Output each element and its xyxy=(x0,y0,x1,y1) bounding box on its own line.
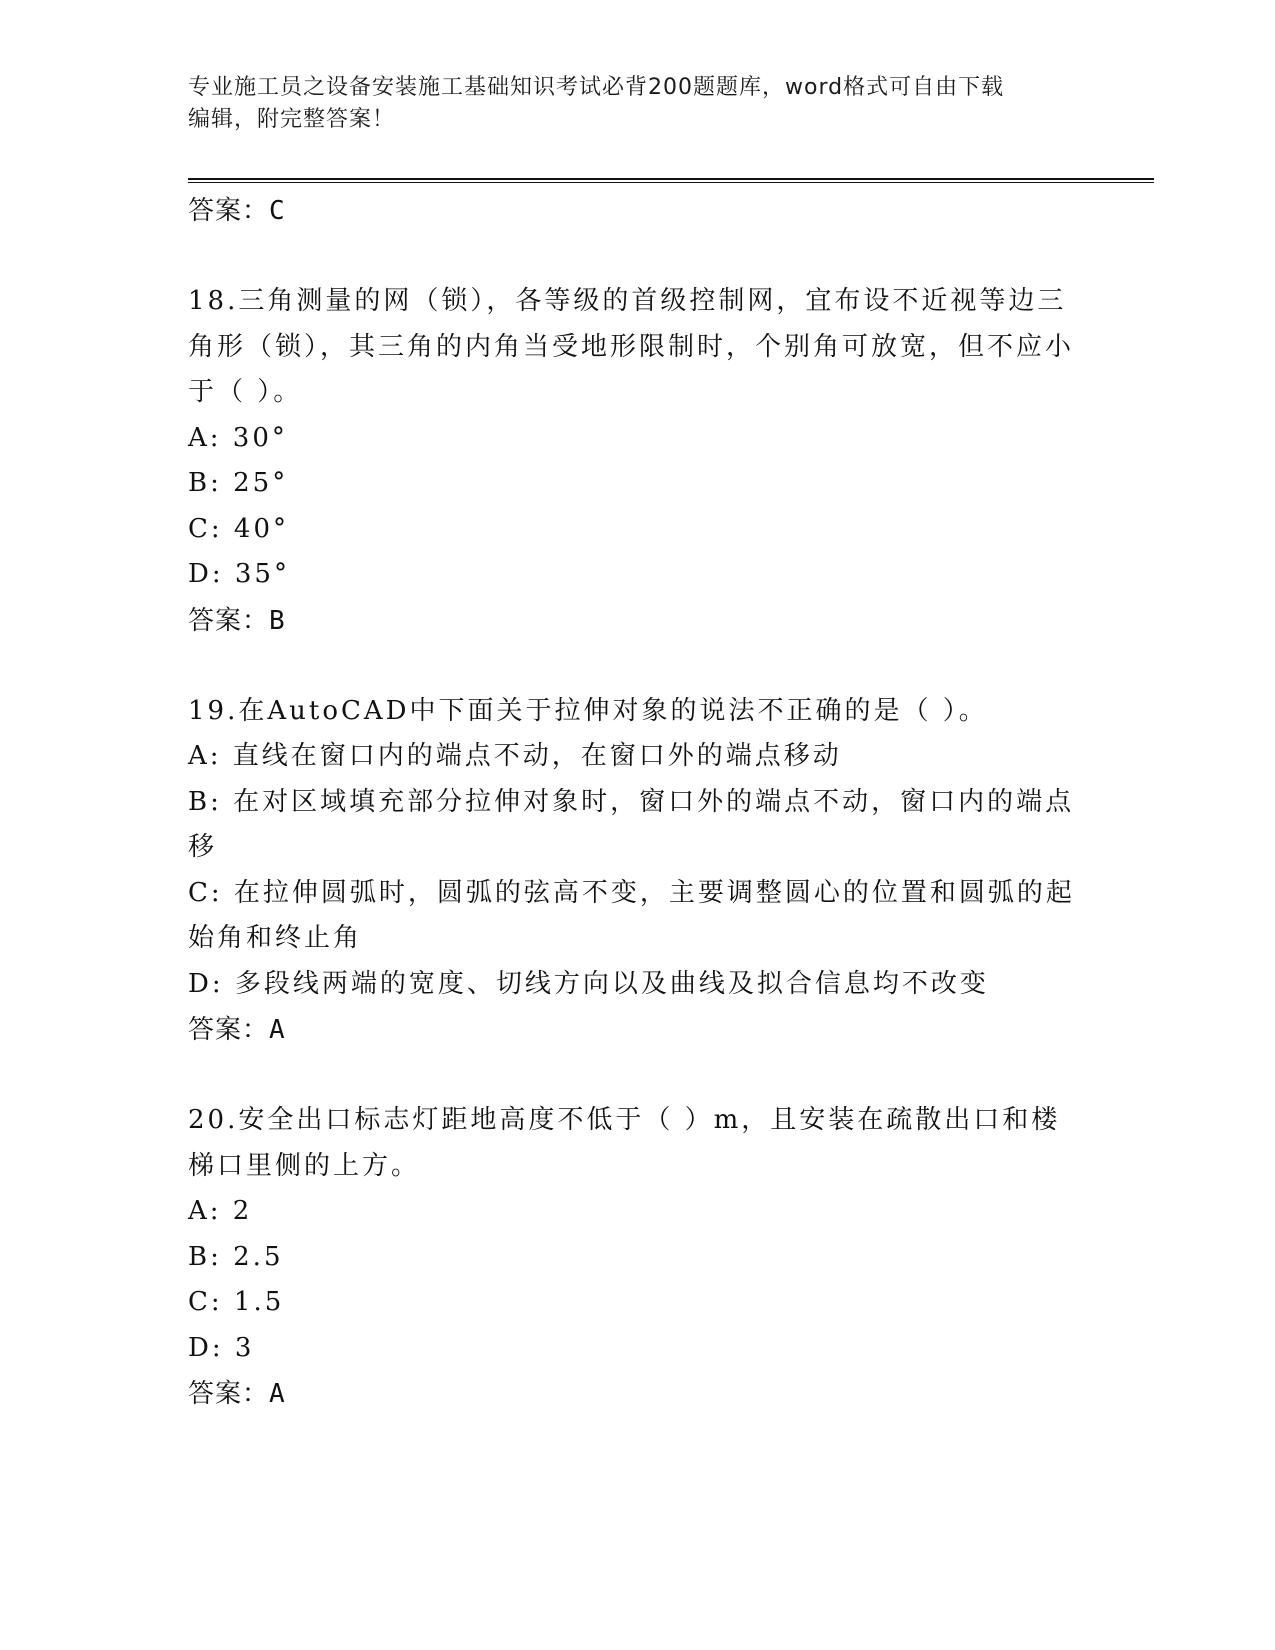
answer-value: B xyxy=(269,605,286,636)
option-b: B: 在对区域填充部分拉伸对象时，窗口外的端点不动，窗口内的端点移 xyxy=(188,786,1075,862)
option-c: C: 40° xyxy=(188,513,290,544)
question-stem: 20.安全出口标志灯距地高度不低于（ ）m，且安装在疏散出口和楼梯口里侧的上方。 xyxy=(188,1105,1061,1181)
spacer xyxy=(188,644,1088,689)
answer-label: 答案： xyxy=(188,605,270,636)
answer-value: C xyxy=(269,196,286,226)
option-d: D: 3 xyxy=(188,1332,255,1363)
option-a: A: 2 xyxy=(188,1196,253,1226)
answer-label: 答案： xyxy=(188,196,270,226)
question-19 xyxy=(188,689,1088,1054)
header-divider-thin xyxy=(188,182,1154,183)
option-c: C: 在拉伸圆弧时，圆弧的弦高不变，主要调整圆心的位置和圆弧的起始角和终止角 xyxy=(188,877,1075,953)
question-18 xyxy=(188,279,1088,644)
answer-line xyxy=(188,1007,1088,1053)
header-divider xyxy=(188,178,1154,180)
answer-value: A xyxy=(269,1015,286,1045)
question-stem: 18.三角测量的网（锁），各等级的首级控制网，宜布设不近视等边三角形（锁），其三角的内角当受地形限制时，个别角可放宽，但不应小于（ ）。 xyxy=(188,286,1075,407)
answer-value: A xyxy=(269,1379,286,1409)
question-list xyxy=(188,188,1088,1417)
spacer xyxy=(188,1053,1088,1098)
answer-line xyxy=(188,188,1088,234)
answer-line xyxy=(188,1371,1088,1417)
spacer xyxy=(188,234,1088,279)
option-d: D: 多段线两端的宽度、切线方向以及曲线及拟合信息均不改变 xyxy=(188,968,989,999)
option-d: D: 35° xyxy=(188,559,290,589)
option-b: B: 2.5 xyxy=(188,1241,284,1272)
answer-line xyxy=(188,598,1088,644)
header-title-line-1: 专业施工员之设备安装施工基础知识考试必背200题题库，word格式可自由下载 xyxy=(188,75,1005,100)
option-c: C: 1.5 xyxy=(188,1287,285,1317)
option-b: B: 25° xyxy=(188,468,289,498)
question-20 xyxy=(188,1098,1088,1417)
question-stem: 19.在AutoCAD中下面关于拉伸对象的说法不正确的是（ ）。 xyxy=(188,695,988,726)
option-a: A: 直线在窗口内的端点不动，在窗口外的端点移动 xyxy=(188,741,842,771)
document-header xyxy=(188,72,1068,136)
answer-label: 答案： xyxy=(188,1015,270,1045)
answer-label: 答案： xyxy=(188,1379,270,1409)
option-a: A: 30° xyxy=(188,422,288,453)
header-title-line-2: 编辑，附完整答案！ xyxy=(188,107,396,132)
